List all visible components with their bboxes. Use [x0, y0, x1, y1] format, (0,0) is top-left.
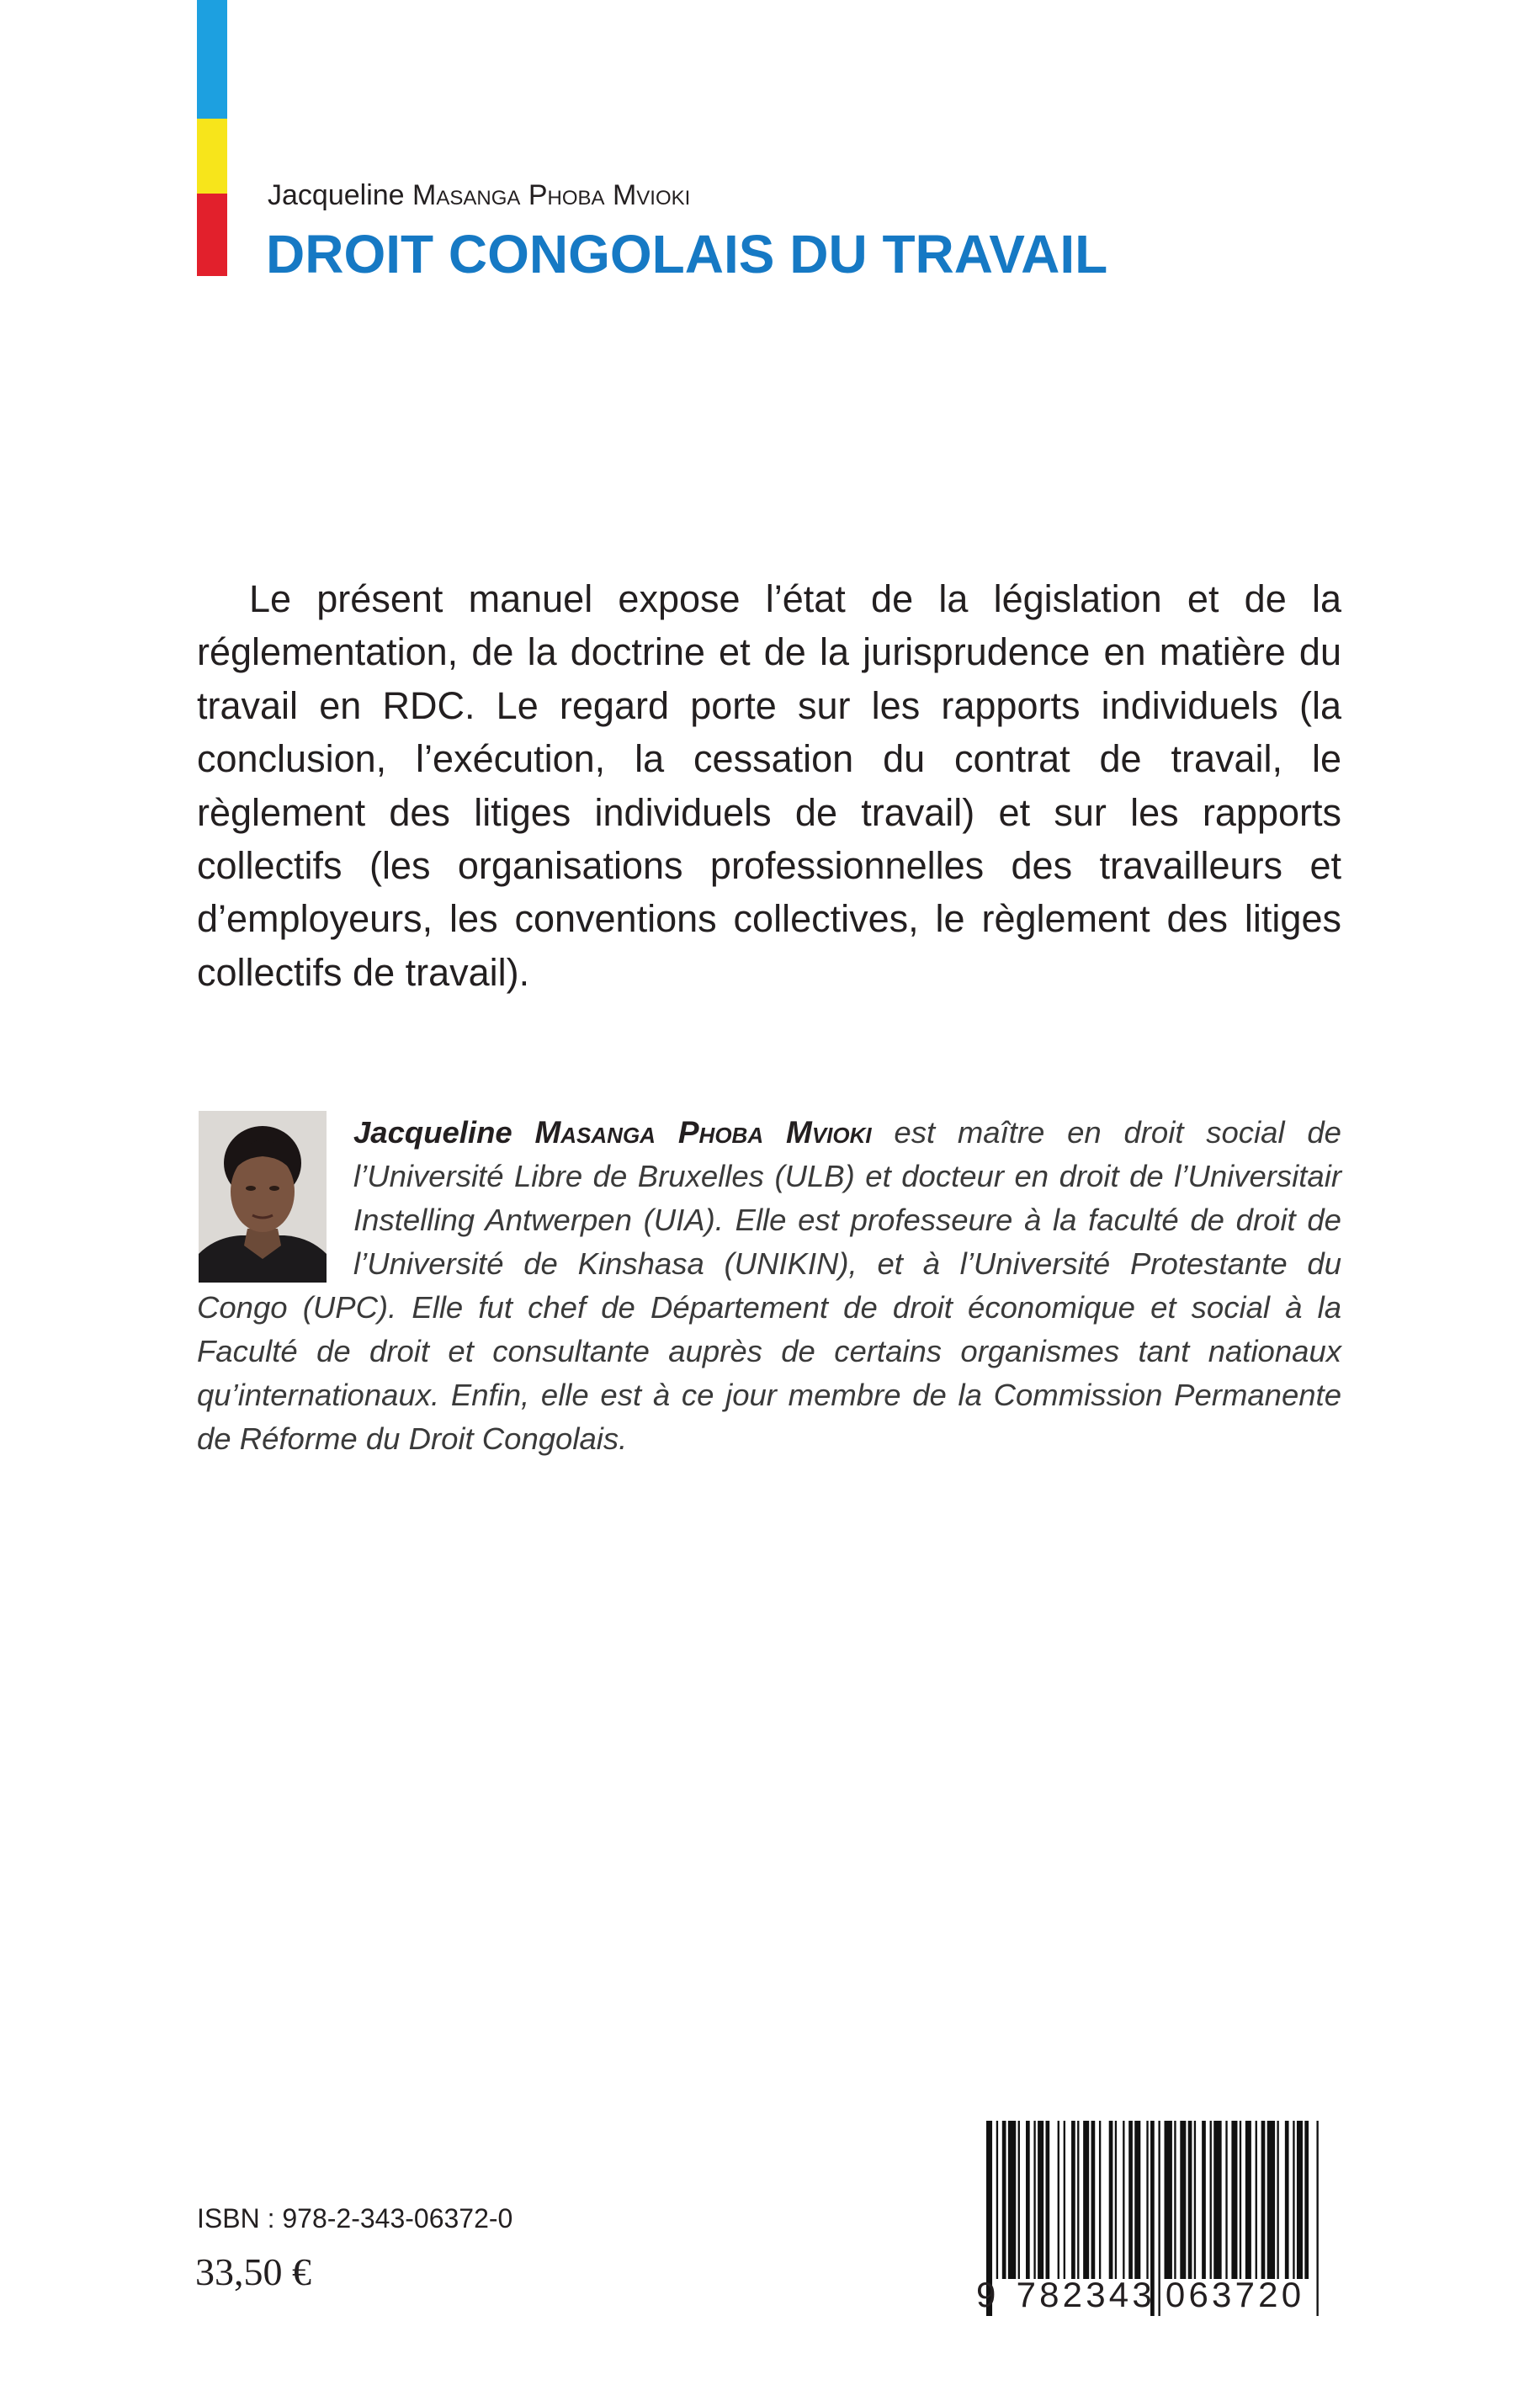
barcode-bar [1256, 2121, 1257, 2279]
bio-author-name [353, 1115, 872, 1150]
barcode-bar [1058, 2121, 1059, 2279]
barcode-bar [1174, 2121, 1176, 2279]
author-last-names: Masanga Phoba Mvioki [412, 179, 691, 211]
barcode-bar [1091, 2121, 1096, 2279]
barcode-bar [1008, 2121, 1016, 2279]
barcode-bar [1083, 2121, 1089, 2279]
book-summary: Le présent manuel expose l’état de la législation et de la réglementation, de la doctrine et de la jurisprudence en matière du travail en RDC. Le regard porte sur les rapports individuels (la conclusion, l’exécution, la cessation du contrat de travail, le règlement des litiges individuels de travail) et sur les rapports collectifs (les organisations professionnelles des travailleurs et d’employeurs, les conventions collectives, le règlement des litiges collectifs de travail). [197, 577, 1341, 994]
barcode-bar [1026, 2121, 1030, 2279]
barcode-bar [1134, 2121, 1140, 2279]
barcode-bar [1240, 2121, 1241, 2279]
barcode-bar [1261, 2121, 1266, 2279]
author-first-name: Jacqueline [268, 179, 405, 211]
barcode-bar [1202, 2121, 1206, 2279]
barcode-bar [1123, 2121, 1124, 2279]
barcode-bar [1210, 2121, 1212, 2279]
barcode-bar [1304, 2121, 1309, 2279]
barcode-digit-first: 9 [976, 2275, 1000, 2314]
flag-red-band [197, 194, 227, 276]
barcode-bar [1128, 2121, 1133, 2279]
author-biography [197, 1111, 1341, 1461]
barcode-bar [1018, 2121, 1020, 2279]
barcode-bar [1064, 2121, 1065, 2279]
barcode-bar [1180, 2121, 1186, 2279]
barcode-bar [1213, 2121, 1221, 2279]
barcode-bar [1188, 2121, 1192, 2279]
barcode-bar [1109, 2121, 1113, 2279]
barcode-bar [1231, 2121, 1237, 2279]
barcode-digit-group-1: 782343 [1016, 2275, 1155, 2314]
barcode-bar [1038, 2121, 1043, 2279]
bio-author-last-names: Masanga Phoba Mvioki [534, 1115, 872, 1150]
bio-author-first-name: Jacqueline [353, 1115, 512, 1150]
book-title: DROIT CONGOLAIS DU TRAVAIL [266, 224, 1108, 284]
barcode-digits [976, 2274, 1330, 2316]
barcode-bar [1071, 2121, 1075, 2279]
barcode-bar [1002, 2121, 1006, 2279]
barcode-bar [1194, 2121, 1196, 2279]
barcode-bar [1115, 2121, 1117, 2279]
barcode-bar [1285, 2121, 1289, 2279]
isbn-label: ISBN : 978-2-343-06372-0 [197, 2203, 513, 2234]
flag-yellow-band [197, 119, 227, 194]
barcode-bar [1033, 2121, 1035, 2279]
barcode-bar [1277, 2121, 1278, 2279]
flag-stripe [197, 0, 227, 276]
bio-text: est maître en droit social de l’Université Libre de Bruxelles (ULB) et docteur en droit de l’Universitair Instelling Antwerpen (UIA). Elle est professeure à la faculté de droit de l’Université de Kinshasa (UNIKIN), et à l’Université Protestante du Congo (UPC). Elle fut chef de Département de droit économique et social à la Faculté de droit et consultante auprès de certains organismes tant nationaux qu’internationaux. Enfin, elle est à ce jour membre de la Commission Permanente de Réforme du Droit Congolais. [197, 1115, 1341, 1456]
flag-blue-band [197, 0, 227, 119]
barcode-bar [1146, 2121, 1148, 2279]
barcode-bar [1046, 2121, 1050, 2279]
barcode-bar [1099, 2121, 1101, 2279]
barcode-bar [1165, 2121, 1172, 2279]
barcode-bar [1225, 2121, 1227, 2279]
price-label: 33,50 € [195, 2250, 311, 2293]
barcode-bar [1297, 2121, 1303, 2279]
barcode-digit-group-2: 063720 [1165, 2275, 1305, 2314]
barcode-bar [996, 2121, 998, 2279]
barcode-bar [1267, 2121, 1275, 2279]
barcode-bar [1245, 2121, 1251, 2279]
author-name [268, 175, 690, 215]
barcode-bar [1077, 2121, 1079, 2279]
barcode-bar [1293, 2121, 1294, 2279]
